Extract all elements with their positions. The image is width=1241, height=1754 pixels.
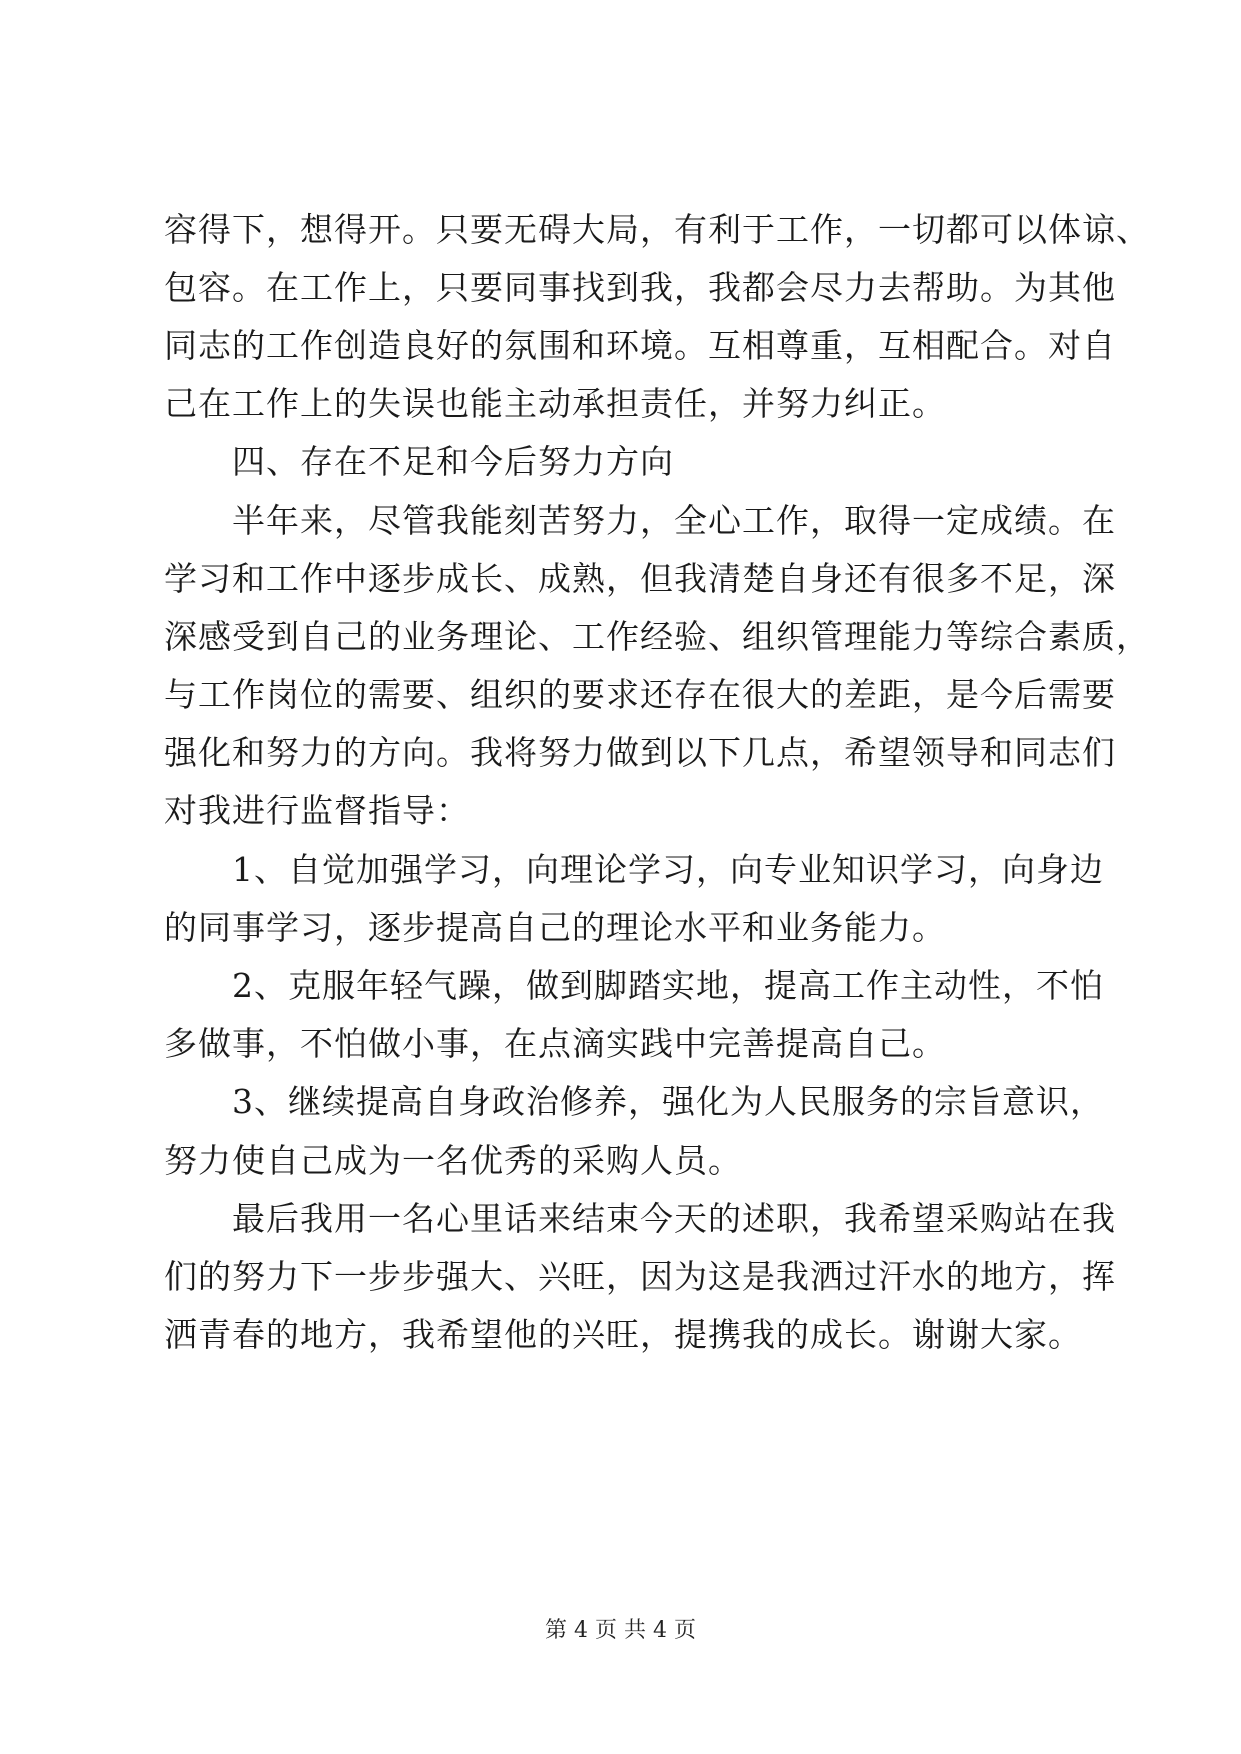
text-line: 多做事，不怕做小事，在点滴实践中完善提高自己。: [164, 1024, 946, 1063]
text-line: 努力使自己成为一名优秀的采购人员。: [164, 1141, 742, 1180]
text-line: 包容。在工作上，只要同事找到我，我都会尽力去帮助。为其他: [164, 268, 1116, 307]
text-line: 强化和努力的方向。我将努力做到以下几点，希望领导和同志们: [164, 733, 1116, 772]
text-line: 洒青春的地方，我希望他的兴旺，提携我的成长。谢谢大家。: [164, 1315, 1082, 1354]
text-line: 同志的工作创造良好的氛围和环境。互相尊重，互相配合。对自: [164, 326, 1116, 365]
list-item-3: 3、继续提高自身政治修养，强化为人民服务的宗旨意识，: [232, 1082, 1104, 1121]
text-line: 对我进行监督指导：: [164, 791, 470, 830]
text-line: 们的努力下一步步强大、兴旺，因为这是我洒过汗水的地方，挥: [164, 1257, 1116, 1296]
text-line: 最后我用一名心里话来结束今天的述职，我希望采购站在我: [232, 1199, 1116, 1238]
text-line: 容得下，想得开。只要无碍大局，有利于工作，一切都可以体谅、: [164, 210, 1150, 249]
section-heading: 四、存在不足和今后努力方向: [232, 442, 674, 481]
text-line: 半年来，尽管我能刻苦努力，全心工作，取得一定成绩。在: [232, 501, 1116, 540]
text-line: 学习和工作中逐步成长、成熟，但我清楚自身还有很多不足，深: [164, 559, 1116, 598]
text-line: 与工作岗位的需要、组织的要求还存在很大的差距，是今后需要: [164, 675, 1116, 714]
list-item-1: 1、自觉加强学习，向理论学习，向专业知识学习，向身边: [232, 850, 1104, 889]
text-line: 深感受到自己的业务理论、工作经验、组织管理能力等综合素质，: [164, 617, 1150, 656]
list-item-2: 2、克服年轻气躁，做到脚踏实地，提高工作主动性，不怕: [232, 966, 1104, 1005]
page-number-footer: 第 4 页 共 4 页: [545, 1618, 696, 1643]
text-line: 己在工作上的失误也能主动承担责任，并努力纠正。: [164, 384, 946, 423]
text-line: 的同事学习，逐步提高自己的理论水平和业务能力。: [164, 908, 946, 947]
